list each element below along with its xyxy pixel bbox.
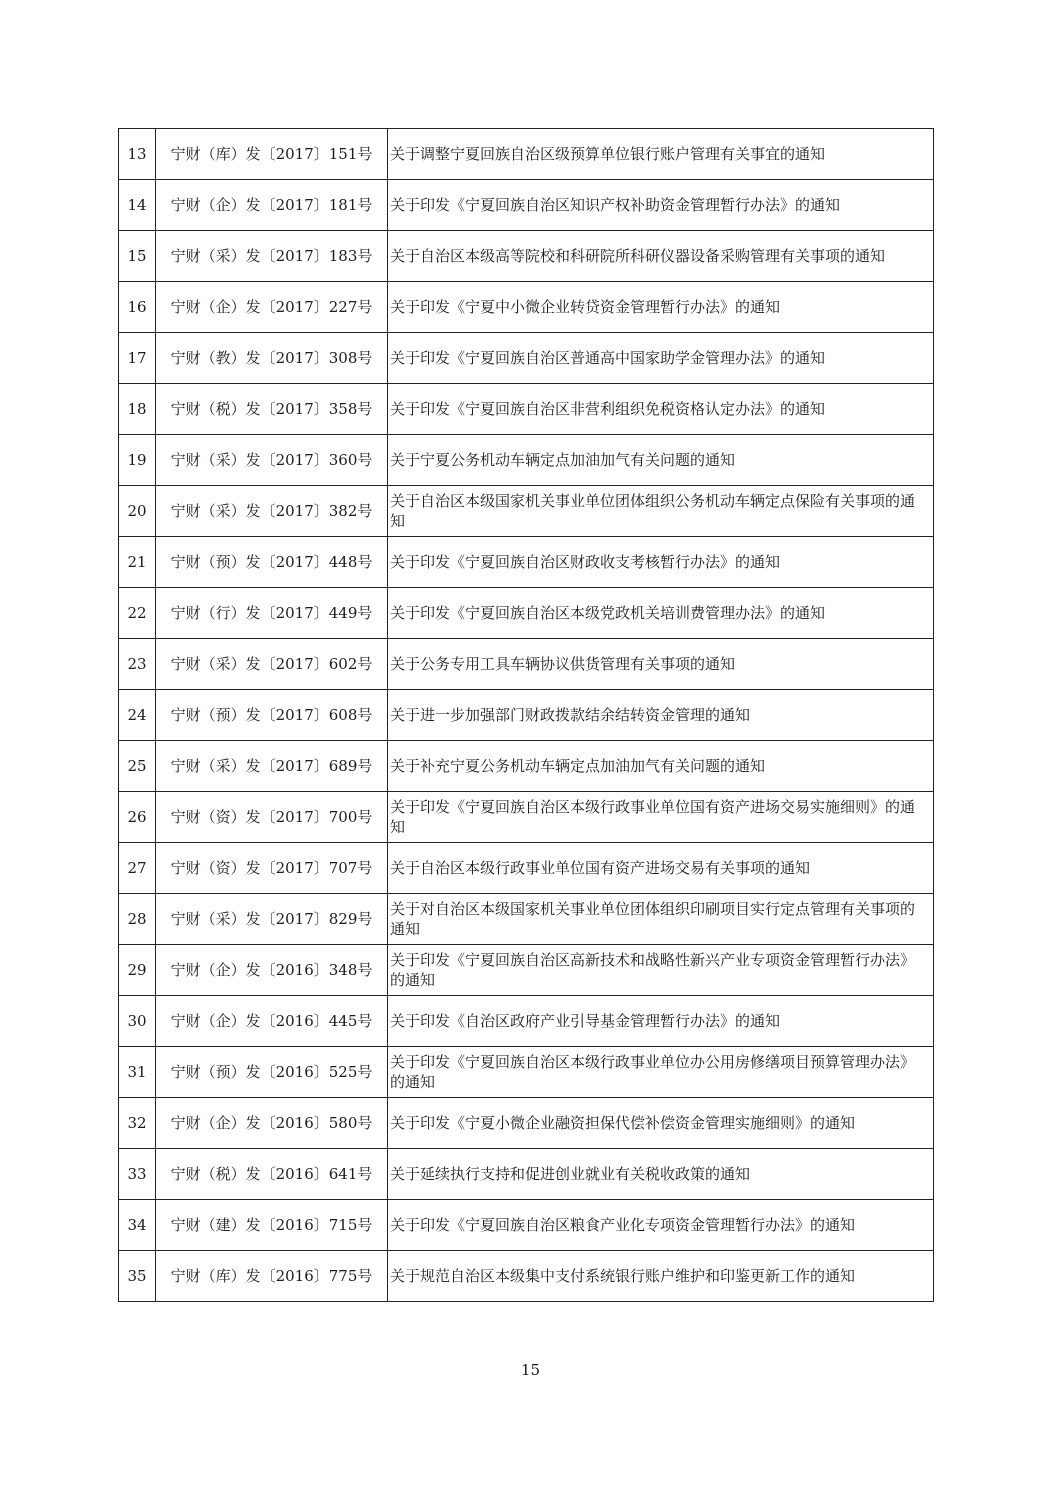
document-code: 宁财（预）发〔2017〕448号	[156, 537, 388, 588]
row-number: 24	[119, 690, 156, 741]
table-row	[119, 996, 934, 1047]
document-code: 宁财（预）发〔2017〕608号	[156, 690, 388, 741]
document-title: 关于进一步加强部门财政拨款结余结转资金管理的通知	[388, 690, 934, 741]
table-row	[119, 945, 934, 996]
document-code: 宁财（采）发〔2017〕829号	[156, 894, 388, 945]
row-number: 35	[119, 1251, 156, 1302]
row-number: 18	[119, 384, 156, 435]
row-number: 28	[119, 894, 156, 945]
row-number: 31	[119, 1047, 156, 1098]
table-row	[119, 537, 934, 588]
document-code: 宁财（行）发〔2017〕449号	[156, 588, 388, 639]
document-title: 关于印发《宁夏回族自治区财政收支考核暂行办法》的通知	[388, 537, 934, 588]
table-row	[119, 588, 934, 639]
document-title: 关于对自治区本级国家机关事业单位团体组织印刷项目实行定点管理有关事项的通知	[388, 894, 934, 945]
document-title: 关于印发《宁夏回族自治区粮食产业化专项资金管理暂行办法》的通知	[388, 1200, 934, 1251]
document-code: 宁财（采）发〔2017〕689号	[156, 741, 388, 792]
table-row	[119, 1251, 934, 1302]
row-number: 29	[119, 945, 156, 996]
row-number: 25	[119, 741, 156, 792]
document-code: 宁财（预）发〔2016〕525号	[156, 1047, 388, 1098]
document-code: 宁财（库）发〔2016〕775号	[156, 1251, 388, 1302]
document-title: 关于宁夏公务机动车辆定点加油加气有关问题的通知	[388, 435, 934, 486]
table-row	[119, 384, 934, 435]
table-row	[119, 894, 934, 945]
document-code: 宁财（企）发〔2017〕181号	[156, 180, 388, 231]
row-number: 30	[119, 996, 156, 1047]
row-number: 21	[119, 537, 156, 588]
document-title: 关于印发《宁夏回族自治区非营利组织免税资格认定办法》的通知	[388, 384, 934, 435]
row-number: 13	[119, 129, 156, 180]
table-row	[119, 282, 934, 333]
document-title: 关于印发《宁夏小微企业融资担保代偿补偿资金管理实施细则》的通知	[388, 1098, 934, 1149]
table-row	[119, 435, 934, 486]
table-row	[119, 639, 934, 690]
table-row	[119, 1098, 934, 1149]
document-title: 关于延续执行支持和促进创业就业有关税收政策的通知	[388, 1149, 934, 1200]
document-code: 宁财（建）发〔2016〕715号	[156, 1200, 388, 1251]
row-number: 17	[119, 333, 156, 384]
table-row	[119, 843, 934, 894]
table-row	[119, 333, 934, 384]
row-number: 20	[119, 486, 156, 537]
document-title: 关于印发《宁夏回族自治区本级行政事业单位国有资产进场交易实施细则》的通知	[388, 792, 934, 843]
table-row	[119, 690, 934, 741]
document-title: 关于补充宁夏公务机动车辆定点加油加气有关问题的通知	[388, 741, 934, 792]
table-row	[119, 1047, 934, 1098]
document-title: 关于调整宁夏回族自治区级预算单位银行账户管理有关事宜的通知	[388, 129, 934, 180]
row-number: 34	[119, 1200, 156, 1251]
document-code: 宁财（企）发〔2016〕445号	[156, 996, 388, 1047]
document-code: 宁财（资）发〔2017〕700号	[156, 792, 388, 843]
document-code: 宁财（税）发〔2017〕358号	[156, 384, 388, 435]
table-row	[119, 231, 934, 282]
document-title: 关于自治区本级高等院校和科研院所科研仪器设备采购管理有关事项的通知	[388, 231, 934, 282]
document-code: 宁财（资）发〔2017〕707号	[156, 843, 388, 894]
page-number: 15	[520, 1361, 541, 1379]
document-title: 关于印发《宁夏中小微企业转贷资金管理暂行办法》的通知	[388, 282, 934, 333]
row-number: 16	[119, 282, 156, 333]
document-title: 关于规范自治区本级集中支付系统银行账户维护和印鉴更新工作的通知	[388, 1251, 934, 1302]
row-number: 14	[119, 180, 156, 231]
table-row	[119, 129, 934, 180]
table-row	[119, 486, 934, 537]
document-code: 宁财（采）发〔2017〕360号	[156, 435, 388, 486]
row-number: 33	[119, 1149, 156, 1200]
document-title: 关于自治区本级国家机关事业单位团体组织公务机动车辆定点保险有关事项的通知	[388, 486, 934, 537]
document-code: 宁财（采）发〔2017〕382号	[156, 486, 388, 537]
document-list-table	[118, 128, 934, 1302]
document-title: 关于印发《宁夏回族自治区本级行政事业单位办公用房修缮项目预算管理办法》的通知	[388, 1047, 934, 1098]
document-code: 宁财（企）发〔2017〕227号	[156, 282, 388, 333]
row-number: 32	[119, 1098, 156, 1149]
document-title: 关于公务专用工具车辆协议供货管理有关事项的通知	[388, 639, 934, 690]
table-row	[119, 741, 934, 792]
document-title: 关于印发《宁夏回族自治区知识产权补助资金管理暂行办法》的通知	[388, 180, 934, 231]
row-number: 27	[119, 843, 156, 894]
table-row	[119, 180, 934, 231]
row-number: 26	[119, 792, 156, 843]
document-code: 宁财（教）发〔2017〕308号	[156, 333, 388, 384]
document-code: 宁财（库）发〔2017〕151号	[156, 129, 388, 180]
table-row	[119, 1149, 934, 1200]
table-row	[119, 792, 934, 843]
row-number: 19	[119, 435, 156, 486]
document-code: 宁财（采）发〔2017〕602号	[156, 639, 388, 690]
table-row	[119, 1200, 934, 1251]
document-title: 关于印发《宁夏回族自治区普通高中国家助学金管理办法》的通知	[388, 333, 934, 384]
document-code: 宁财（企）发〔2016〕580号	[156, 1098, 388, 1149]
document-code: 宁财（企）发〔2016〕348号	[156, 945, 388, 996]
table-body	[119, 129, 934, 1302]
document-title: 关于印发《宁夏回族自治区本级党政机关培训费管理办法》的通知	[388, 588, 934, 639]
document-title: 关于自治区本级行政事业单位国有资产进场交易有关事项的通知	[388, 843, 934, 894]
document-code: 宁财（税）发〔2016〕641号	[156, 1149, 388, 1200]
document-title: 关于印发《宁夏回族自治区高新技术和战略性新兴产业专项资金管理暂行办法》的通知	[388, 945, 934, 996]
row-number: 23	[119, 639, 156, 690]
document-title: 关于印发《自治区政府产业引导基金管理暂行办法》的通知	[388, 996, 934, 1047]
document-code: 宁财（采）发〔2017〕183号	[156, 231, 388, 282]
row-number: 15	[119, 231, 156, 282]
row-number: 22	[119, 588, 156, 639]
